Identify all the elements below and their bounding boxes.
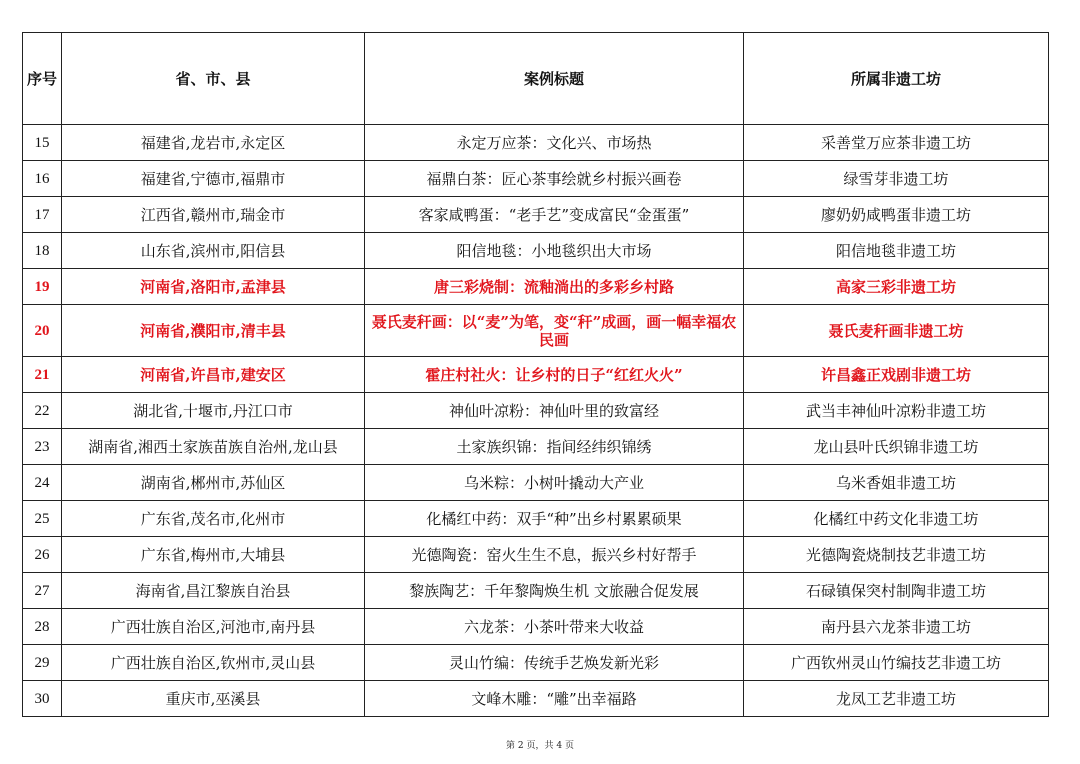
table-row-highlighted <box>23 357 1049 393</box>
row-number: 26 <box>23 537 62 573</box>
table-row <box>23 465 1049 501</box>
row-workshop: 采善堂万应茶非遗工坊 <box>744 125 1049 161</box>
row-region: 湖南省,郴州市,苏仙区 <box>62 465 365 501</box>
table-row-highlighted <box>23 305 1049 357</box>
table-row <box>23 573 1049 609</box>
row-title: 光德陶瓷：窑火生生不息，振兴乡村好帮手 <box>365 537 744 573</box>
row-number: 16 <box>23 161 62 197</box>
row-workshop: 廖奶奶咸鸭蛋非遗工坊 <box>744 197 1049 233</box>
row-number: 17 <box>23 197 62 233</box>
row-number: 18 <box>23 233 62 269</box>
row-region: 湖南省,湘西土家族苗族自治州,龙山县 <box>62 429 365 465</box>
row-title: 灵山竹编：传统手艺焕发新光彩 <box>365 645 744 681</box>
row-region: 河南省,洛阳市,孟津县 <box>62 269 365 305</box>
row-number: 28 <box>23 609 62 645</box>
table-row <box>23 609 1049 645</box>
row-workshop: 光德陶瓷烧制技艺非遗工坊 <box>744 537 1049 573</box>
row-workshop: 武当丰神仙叶凉粉非遗工坊 <box>744 393 1049 429</box>
table-row <box>23 233 1049 269</box>
row-title: 化橘红中药：双手“种”出乡村累累硕果 <box>365 501 744 537</box>
table-row <box>23 645 1049 681</box>
table-row <box>23 681 1049 717</box>
row-workshop: 石碌镇保突村制陶非遗工坊 <box>744 573 1049 609</box>
row-number: 24 <box>23 465 62 501</box>
row-region: 福建省,宁德市,福鼎市 <box>62 161 365 197</box>
row-title: 六龙茶：小茶叶带来大收益 <box>365 609 744 645</box>
row-title: 文峰木雕：“雕”出幸福路 <box>365 681 744 717</box>
row-region: 海南省,昌江黎族自治县 <box>62 573 365 609</box>
row-workshop: 许昌鑫正戏剧非遗工坊 <box>744 357 1049 393</box>
row-number: 23 <box>23 429 62 465</box>
row-workshop: 化橘红中药文化非遗工坊 <box>744 501 1049 537</box>
table-header-row <box>23 33 1049 125</box>
case-table <box>22 32 1049 717</box>
table-row <box>23 501 1049 537</box>
row-number: 29 <box>23 645 62 681</box>
row-title: 客家咸鸭蛋：“老手艺”变成富民“金蛋蛋” <box>365 197 744 233</box>
row-title: 霍庄村社火：让乡村的日子“红红火火” <box>365 357 744 393</box>
row-region: 河南省,许昌市,建安区 <box>62 357 365 393</box>
row-title: 永定万应茶：文化兴、市场热 <box>365 125 744 161</box>
row-region: 广东省,梅州市,大埔县 <box>62 537 365 573</box>
row-region: 广东省,茂名市,化州市 <box>62 501 365 537</box>
row-region: 广西壮族自治区,钦州市,灵山县 <box>62 645 365 681</box>
row-number: 25 <box>23 501 62 537</box>
table-row <box>23 429 1049 465</box>
row-region: 福建省,龙岩市,永定区 <box>62 125 365 161</box>
row-workshop: 龙凤工艺非遗工坊 <box>744 681 1049 717</box>
row-number: 19 <box>23 269 62 305</box>
header-title: 案例标题 <box>365 33 744 125</box>
row-workshop: 阳信地毯非遗工坊 <box>744 233 1049 269</box>
row-region: 湖北省,十堰市,丹江口市 <box>62 393 365 429</box>
row-region: 江西省,赣州市,瑞金市 <box>62 197 365 233</box>
row-workshop: 绿雪芽非遗工坊 <box>744 161 1049 197</box>
table-row <box>23 537 1049 573</box>
row-number: 27 <box>23 573 62 609</box>
row-title: 唐三彩烧制：流釉淌出的多彩乡村路 <box>365 269 744 305</box>
row-workshop: 乌米香姐非遗工坊 <box>744 465 1049 501</box>
row-title: 神仙叶凉粉：神仙叶里的致富经 <box>365 393 744 429</box>
row-workshop: 龙山县叶氏织锦非遗工坊 <box>744 429 1049 465</box>
row-number: 22 <box>23 393 62 429</box>
table-row-highlighted <box>23 269 1049 305</box>
header-workshop: 所属非遗工坊 <box>744 33 1049 125</box>
row-region: 广西壮族自治区,河池市,南丹县 <box>62 609 365 645</box>
table-row <box>23 125 1049 161</box>
header-seq: 序号 <box>23 33 62 125</box>
row-title: 乌米粽：小树叶撬动大产业 <box>365 465 744 501</box>
row-workshop: 聂氏麦秆画非遗工坊 <box>744 305 1049 357</box>
header-region: 省、市、县 <box>62 33 365 125</box>
row-title: 土家族织锦：指间经纬织锦绣 <box>365 429 744 465</box>
row-title: 黎族陶艺：千年黎陶焕生机 文旅融合促发展 <box>365 573 744 609</box>
row-number: 15 <box>23 125 62 161</box>
row-workshop: 高家三彩非遗工坊 <box>744 269 1049 305</box>
table-row <box>23 161 1049 197</box>
row-workshop: 广西钦州灵山竹编技艺非遗工坊 <box>744 645 1049 681</box>
row-number: 20 <box>23 305 62 357</box>
table-row <box>23 393 1049 429</box>
row-region: 重庆市,巫溪县 <box>62 681 365 717</box>
row-title: 福鼎白茶：匠心茶事绘就乡村振兴画卷 <box>365 161 744 197</box>
row-region: 山东省,滨州市,阳信县 <box>62 233 365 269</box>
row-number: 21 <box>23 357 62 393</box>
row-title: 阳信地毯：小地毯织出大市场 <box>365 233 744 269</box>
row-workshop: 南丹县六龙茶非遗工坊 <box>744 609 1049 645</box>
table-row <box>23 197 1049 233</box>
row-region: 河南省,濮阳市,清丰县 <box>62 305 365 357</box>
row-title: 聂氏麦秆画：以“麦”为笔，变“秆”成画，画一幅幸福农民画 <box>365 305 744 357</box>
row-number: 30 <box>23 681 62 717</box>
page-footer: 第 2 页，共 4 页 <box>506 741 574 751</box>
